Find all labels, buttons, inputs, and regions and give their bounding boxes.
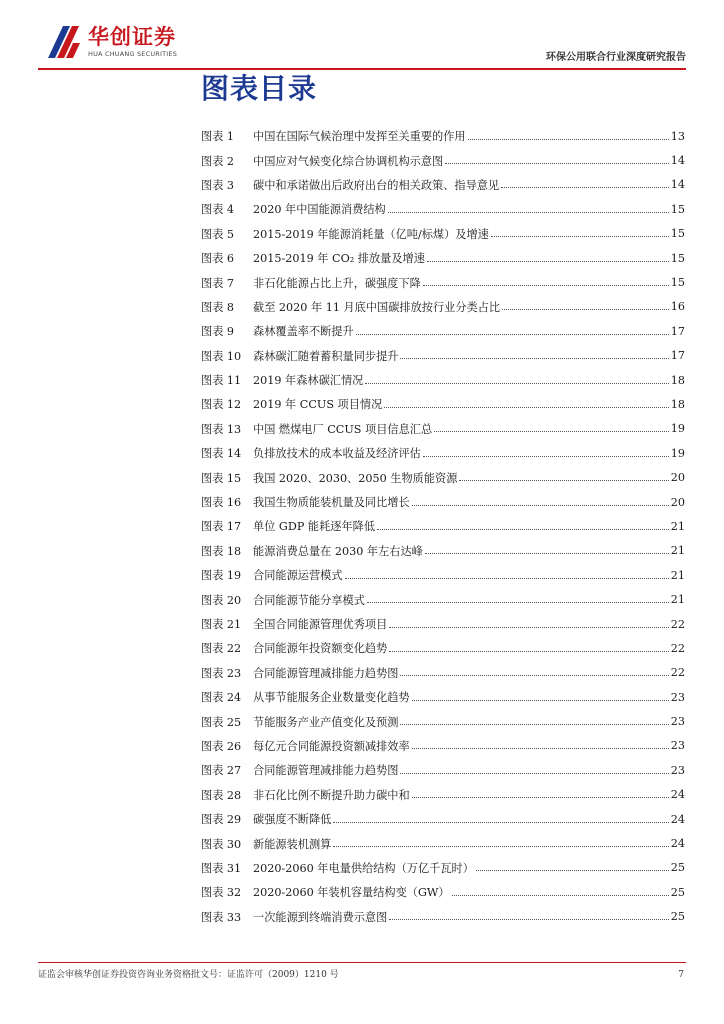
toc-dot-leader xyxy=(400,674,668,676)
toc-dot-leader xyxy=(412,796,669,798)
toc-dot-leader xyxy=(367,601,669,603)
toc-entry-label: 图表 24 xyxy=(201,691,242,705)
toc-entry-title: 中国应对气候变化综合协调机构示意图 xyxy=(253,154,444,168)
logo-chinese-name: 华创证券 xyxy=(88,25,176,49)
toc-entry-page: 22 xyxy=(670,617,685,631)
toc-entry-label: 图表 12 xyxy=(201,398,242,412)
toc-entry-title: 2019 年森林碳汇情况 xyxy=(253,374,364,388)
toc-entry-title: 新能源装机测算 xyxy=(253,837,332,851)
toc-entry[interactable] xyxy=(201,222,685,246)
toc-dot-leader xyxy=(356,333,669,335)
toc-entry-label: 图表 13 xyxy=(201,422,242,436)
toc-entry-page: 25 xyxy=(670,861,685,875)
toc-entry[interactable] xyxy=(201,831,685,855)
toc-entry-page: 23 xyxy=(670,715,685,729)
toc-entry-page: 22 xyxy=(670,666,685,680)
toc-entry-label: 图表 5 xyxy=(201,227,235,241)
toc-entry[interactable] xyxy=(201,417,685,441)
toc-entry-page: 23 xyxy=(670,690,685,704)
footer-license-text: 证监会审核华创证券投资咨询业务资格批文号：证监许可（2009）1210 号 xyxy=(38,970,339,980)
toc-dot-leader xyxy=(468,138,669,140)
toc-entry-label: 图表 19 xyxy=(201,569,242,583)
toc-entry-page: 18 xyxy=(670,373,685,387)
toc-entry-title: 全国合同能源管理优秀项目 xyxy=(253,618,388,631)
toc-dot-leader xyxy=(452,894,669,896)
toc-entry-title: 合同能源管理减排能力趋势图 xyxy=(253,666,399,680)
toc-dot-leader xyxy=(476,869,669,871)
toc-entry[interactable] xyxy=(201,807,685,831)
page-header xyxy=(0,0,724,70)
toc-entry-label: 图表 22 xyxy=(201,642,242,656)
toc-entry-title: 2019 年 CCUS 项目情况 xyxy=(253,398,383,412)
toc-dot-leader xyxy=(333,821,668,823)
toc-entry[interactable] xyxy=(201,441,685,465)
toc-entry-title: 我国生物质能装机量及同比增长 xyxy=(253,496,410,510)
toc-entry-title: 森林覆盖率不断提升 xyxy=(253,325,354,339)
toc-dot-leader xyxy=(389,626,668,628)
toc-entry[interactable] xyxy=(201,368,685,392)
toc-entry[interactable] xyxy=(201,856,685,880)
toc-dot-leader xyxy=(445,162,669,164)
toc-entry[interactable] xyxy=(201,636,685,660)
toc-entry-title: 我国 2020、2030、2050 生物质能资源 xyxy=(253,471,458,485)
toc-dot-leader xyxy=(388,211,669,213)
toc-entry-title: 2015-2019 年能源消耗量（亿吨/标煤）及增速 xyxy=(253,227,489,241)
toc-entry[interactable] xyxy=(201,490,685,514)
toc-entry[interactable] xyxy=(201,197,685,221)
toc-entry-label: 图表 10 xyxy=(201,349,242,363)
toc-entry[interactable] xyxy=(201,612,685,636)
toc-entry-page: 21 xyxy=(670,519,685,533)
toc-entry-page: 21 xyxy=(670,593,685,607)
toc-entry-label: 图表 25 xyxy=(201,715,242,729)
toc-entry-page: 17 xyxy=(670,349,685,363)
toc-entry-page: 22 xyxy=(670,641,685,655)
toc-entry-title: 截至 2020 年 11 月底中国碳排放按行业分类占比 xyxy=(253,300,501,314)
toc-entry[interactable] xyxy=(201,880,685,904)
toc-entry-title: 节能服务产业产值变化及预测 xyxy=(253,715,399,729)
toc-entry-title: 合同能源节能分享模式 xyxy=(253,593,365,607)
toc-entry-label: 图表 18 xyxy=(201,544,242,558)
toc-entry-label: 图表 16 xyxy=(201,496,242,510)
toc-entry-page: 24 xyxy=(670,812,685,826)
toc-entry-label: 图表 6 xyxy=(201,252,235,266)
toc-entry-title: 合同能源年投资额变化趋势 xyxy=(253,642,388,656)
toc-entry[interactable] xyxy=(201,270,685,294)
toc-dot-leader xyxy=(384,406,668,408)
toc-entry[interactable] xyxy=(201,295,685,319)
toc-entry-page: 24 xyxy=(670,837,685,851)
toc-entry-title: 中国 燃煤电厂 CCUS 项目信息汇总 xyxy=(253,422,433,436)
toc-entry-label: 图表 26 xyxy=(201,739,242,753)
toc-entry-page: 19 xyxy=(670,446,685,460)
toc-entry-title: 非石化比例不断提升助力碳中和 xyxy=(253,788,410,802)
toc-dot-leader xyxy=(502,308,669,310)
toc-entry-label: 图表 1 xyxy=(201,130,235,144)
toc-entry[interactable] xyxy=(201,661,685,685)
toc-dot-leader xyxy=(412,747,669,749)
toc-entry-label: 图表 32 xyxy=(201,886,242,900)
toc-dot-leader xyxy=(434,430,669,432)
toc-entry-title: 合同能源管理减排能力趋势图 xyxy=(253,764,399,778)
toc-entry[interactable] xyxy=(201,685,685,709)
toc-entry[interactable] xyxy=(201,758,685,782)
toc-dot-leader xyxy=(412,504,669,506)
toc-entry-page: 25 xyxy=(670,910,685,924)
toc-entry-title: 碳中和承诺做出后政府出台的相关政策、指导意见 xyxy=(253,178,500,192)
toc-dot-leader xyxy=(400,723,668,725)
toc-entry-page: 15 xyxy=(670,227,685,241)
toc-entry-label: 图表 27 xyxy=(201,764,242,778)
toc-entry[interactable] xyxy=(201,392,685,416)
toc-entry-label: 图表 8 xyxy=(201,300,235,314)
toc-entry-label: 图表 30 xyxy=(201,837,242,851)
logo-english-name: HUA CHUANG SECURITIES xyxy=(88,50,178,58)
toc-dot-leader xyxy=(423,284,669,286)
toc-entry-page: 20 xyxy=(670,495,685,509)
toc-entry-title: 碳强度不断降低 xyxy=(253,813,332,827)
toc-entry-title: 2020-2060 年电量供给结构（万亿千瓦时） xyxy=(253,861,474,875)
toc-entry-page: 14 xyxy=(670,154,685,168)
toc-entry-page: 15 xyxy=(670,276,685,290)
toc-entry-page: 16 xyxy=(670,300,685,314)
toc-entry-label: 图表 15 xyxy=(201,471,242,485)
toc-entry[interactable] xyxy=(201,539,685,563)
toc-entry-label: 图表 11 xyxy=(201,374,242,388)
toc-entry[interactable] xyxy=(201,246,685,270)
toc-entry-label: 图表 20 xyxy=(201,593,242,607)
toc-dot-leader xyxy=(412,699,669,701)
toc-entry-page: 15 xyxy=(670,251,685,265)
toc-entry-label: 图表 17 xyxy=(201,520,242,534)
header-divider xyxy=(38,68,686,70)
toc-entry[interactable] xyxy=(201,173,685,197)
report-title: 环保公用联合行业深度研究报告 xyxy=(546,52,686,63)
toc-entry-label: 图表 29 xyxy=(201,813,242,827)
toc-entry[interactable] xyxy=(201,709,685,733)
page-number: 7 xyxy=(678,970,684,980)
toc-entry-title: 单位 GDP 能耗逐年降低 xyxy=(253,520,376,534)
toc-entry[interactable] xyxy=(201,514,685,538)
toc-entry-title: 非石化能源占比上升，碳强度下降 xyxy=(253,276,421,290)
toc-dot-leader xyxy=(459,479,668,481)
toc-entry-page: 25 xyxy=(670,885,685,899)
toc-dot-leader xyxy=(427,260,669,262)
toc-entry[interactable] xyxy=(201,734,685,758)
toc-entry-page: 14 xyxy=(670,178,685,192)
toc-entry-title: 中国在国际气候治理中发挥至关重要的作用 xyxy=(253,130,466,144)
toc-entry-title: 2015-2019 年 CO₂ 排放量及增速 xyxy=(253,252,425,266)
toc-entry-label: 图表 7 xyxy=(201,276,235,290)
toc-entry-label: 图表 3 xyxy=(201,178,235,192)
toc-entry[interactable] xyxy=(201,587,685,611)
toc-entry-title: 负排放技术的成本收益及经济评估 xyxy=(253,447,421,461)
figure-table-of-contents xyxy=(201,124,685,929)
toc-entry-page: 17 xyxy=(670,324,685,338)
toc-entry-page: 21 xyxy=(670,544,685,558)
toc-entry-label: 图表 28 xyxy=(201,788,242,802)
toc-dot-leader xyxy=(345,577,669,579)
toc-entry-label: 图表 31 xyxy=(201,861,242,875)
toc-entry[interactable] xyxy=(201,905,685,929)
toc-entry-label: 图表 9 xyxy=(201,325,235,339)
toc-entry-label: 图表 23 xyxy=(201,666,242,680)
toc-entry-title: 能源消费总量在 2030 年左右达峰 xyxy=(253,544,423,558)
toc-entry-label: 图表 2 xyxy=(201,154,235,168)
toc-entry[interactable] xyxy=(201,148,685,172)
toc-entry-title: 合同能源运营模式 xyxy=(253,569,343,583)
toc-entry-page: 13 xyxy=(670,129,685,143)
toc-dot-leader xyxy=(365,382,668,384)
toc-dot-leader xyxy=(400,772,668,774)
page-title: 图表目录 xyxy=(201,72,318,105)
toc-dot-leader xyxy=(425,552,669,554)
toc-entry-page: 15 xyxy=(670,202,685,216)
toc-entry-page: 20 xyxy=(670,471,685,485)
toc-entry-label: 图表 4 xyxy=(201,203,235,217)
toc-entry[interactable] xyxy=(201,344,685,368)
toc-entry[interactable] xyxy=(201,465,685,489)
toc-dot-leader xyxy=(400,357,668,359)
toc-entry-page: 23 xyxy=(670,763,685,777)
toc-dot-leader xyxy=(501,186,669,188)
toc-entry-title: 森林碳汇随着蓄积量同步提升 xyxy=(253,349,399,363)
toc-entry-title: 每亿元合同能源投资额减排效率 xyxy=(253,739,410,753)
footer-divider xyxy=(38,962,686,963)
toc-entry-label: 图表 33 xyxy=(201,910,242,924)
toc-entry[interactable] xyxy=(201,563,685,587)
toc-entry[interactable] xyxy=(201,319,685,343)
toc-dot-leader xyxy=(389,650,668,652)
toc-dot-leader xyxy=(389,918,668,920)
toc-entry-title: 2020-2060 年装机容量结构变（GW） xyxy=(253,886,450,900)
toc-entry-label: 图表 14 xyxy=(201,447,242,461)
toc-dot-leader xyxy=(333,845,668,847)
toc-entry-page: 24 xyxy=(670,788,685,802)
toc-entry-page: 18 xyxy=(670,397,685,411)
toc-dot-leader xyxy=(423,455,669,457)
toc-entry-page: 23 xyxy=(670,739,685,753)
toc-entry-title: 一次能源到终端消费示意图 xyxy=(253,910,388,924)
toc-dot-leader xyxy=(377,528,669,530)
toc-entry[interactable] xyxy=(201,783,685,807)
toc-entry-title: 2020 年中国能源消费结构 xyxy=(253,203,386,217)
toc-entry-title: 从事节能服务企业数量变化趋势 xyxy=(253,691,410,705)
hua-chuang-logo-icon xyxy=(46,24,80,60)
toc-entry-label: 图表 21 xyxy=(201,618,242,631)
toc-entry[interactable] xyxy=(201,124,685,148)
toc-entry-page: 21 xyxy=(670,568,685,582)
toc-entry-page: 19 xyxy=(670,422,685,436)
toc-dot-leader xyxy=(491,235,669,237)
